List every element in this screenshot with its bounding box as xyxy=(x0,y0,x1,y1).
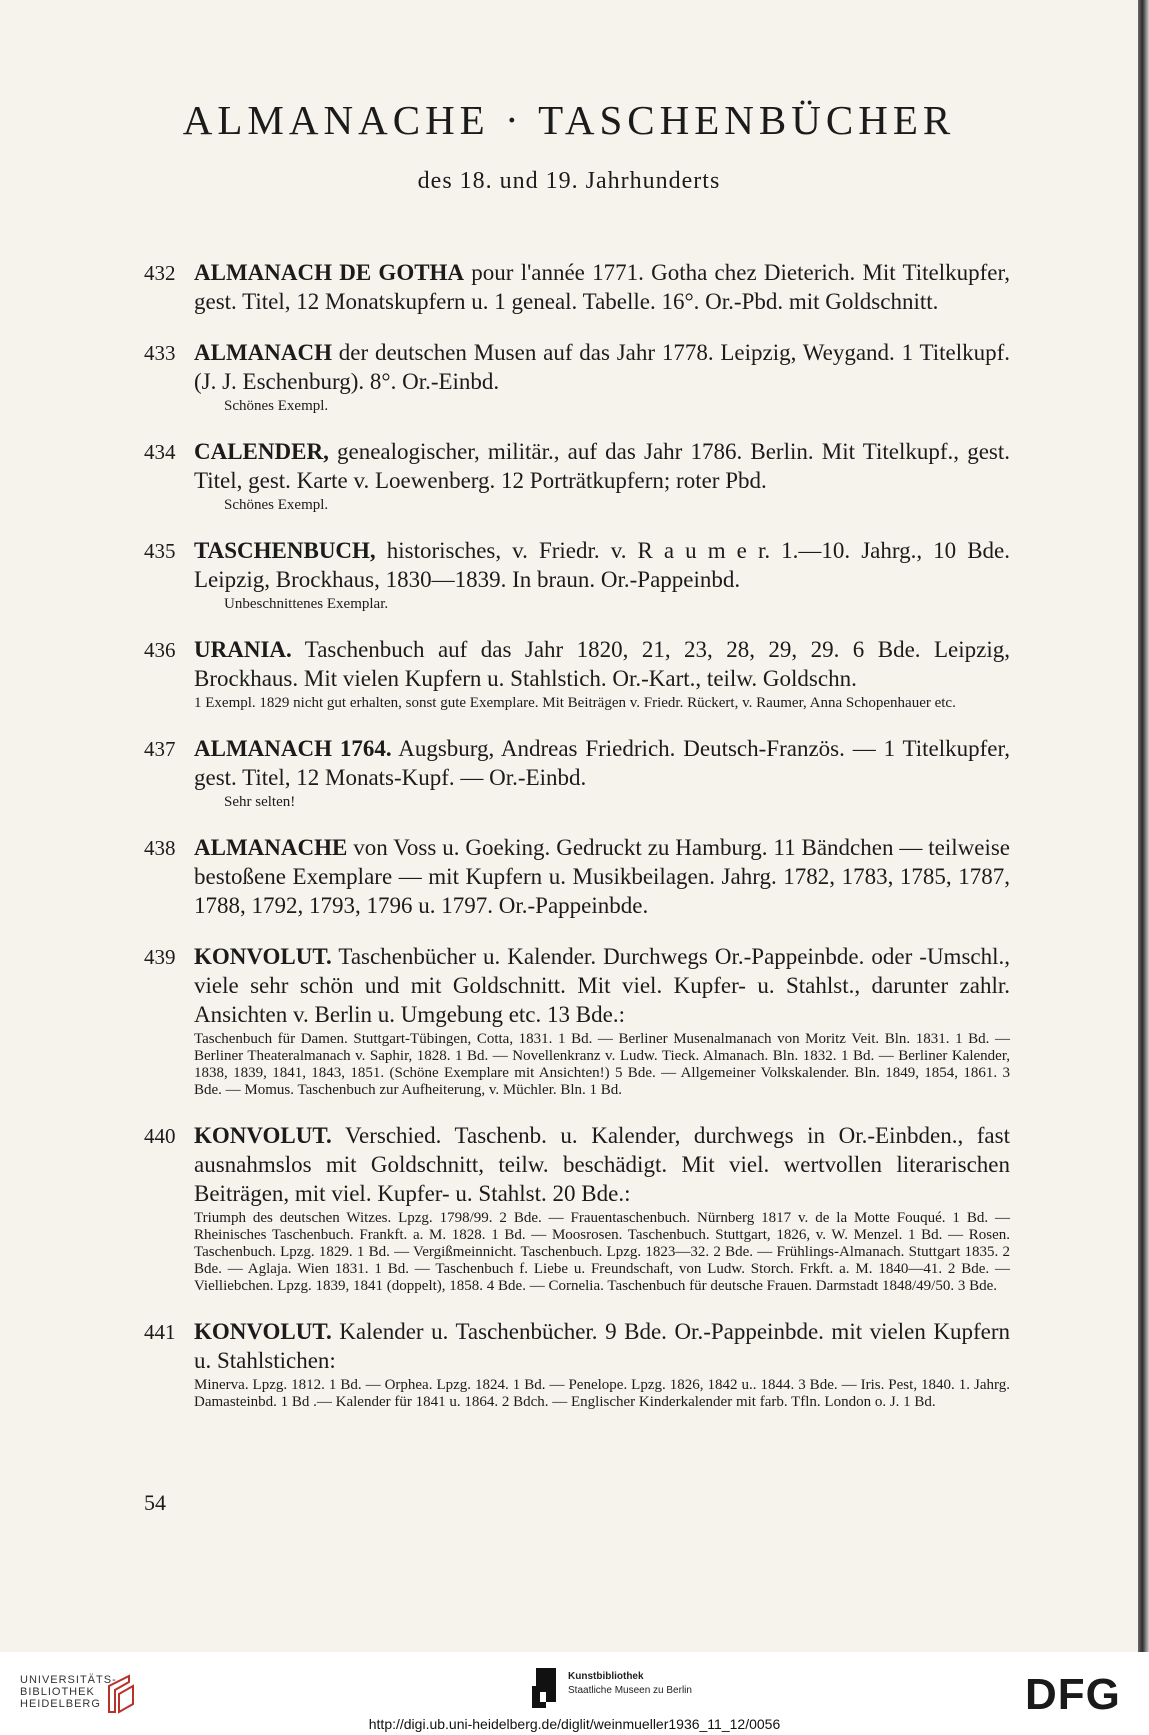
entry-description xyxy=(194,833,1010,920)
entry-lead: ALMANACH DE GOTHA xyxy=(194,260,465,285)
entry-note: Triumph des deutschen Witzes. Lpzg. 1798/99. 2 Bde. — Frauentaschenbuch. Nürnberg 1817 v. de la Motte Fouqué. 1 Bd. — Rheinisches Taschenbuch. Frankft. a. M. 1828. 1 Bd. — Moosrosen. Taschenbuch. Stuttgart, 1826, v. W. Menzel. 1 Bd. — Rosen. Taschenbuch. Lpzg. 1829. 1 Bd. — Vergißmeinnicht. Taschenbuch. Lpzg. 1823—32. 2 Bde. — Frühlings-Almanach. Stuttgart 1835. 2 Bde. — Aglaja. Wien 1831. 1 Bd. — Taschenbuch f. Liebe u. Freundschaft, von Ludw. Storch. Frkft. a. M. 1840—41. 2 Bde. — Vielliebchen. Lpzg. 1839, 1841 (doppelt), 1858. 4 Bde. — Cornelia. Taschenbuch für deutsche Frauen. Darmstadt 1848/49/50. 3 Bde. xyxy=(194,1210,1010,1294)
uni-logo-line1: UNIVERSITÄTS- xyxy=(20,1674,117,1686)
entry-note: Schönes Exempl. xyxy=(224,398,329,414)
entry-note: Taschenbuch für Damen. Stuttgart-Tübingen, Cotta, 1831. 1 Bd. — Berliner Musenalmanach von Moritz Veit. Bln. 1831. 1 Bd. — Berliner Theateralmanach v. Saphir, 1828. 1 Bd. — Novellenkranz v. Ludw. Tieck. Almanach. Bln. 1832. 1 Bd. — Berliner Kalender, 1838, 1839, 1841, 1843, 1851. (Schöne Exemplare mit Ansichten!) 5 Bde. — Allgemeiner Volkskalender. Bln. 1849, 1854, 1861. 3 Bde. — Momus. Taschenbuch zur Aufheiterung, v. Müchler. Bln. 1 Bd. xyxy=(194,1031,1010,1098)
catalog-entry-441 xyxy=(144,1317,1010,1411)
entry-note: Schönes Exempl. xyxy=(224,497,329,513)
entry-lead: KONVOLUT. xyxy=(194,1123,332,1148)
entry-text: Augsburg, Andreas Friedrich. Deutsch-Französ. — 1 Titelkupfer, gest. Titel, 12 Monats-Kupf. — Or.-Einbd. xyxy=(194,736,1010,790)
catalog-entry-435 xyxy=(144,536,1010,613)
entry-description xyxy=(194,1121,1010,1208)
entry-description xyxy=(194,942,1010,1029)
entry-lead: ALMANACH 1764. xyxy=(194,736,392,761)
catalog-entry-438 xyxy=(144,833,1010,920)
catalog-entry-440 xyxy=(144,1121,1010,1295)
entry-description xyxy=(194,536,1010,594)
book-shelf-icon xyxy=(103,1672,137,1716)
entry-text: von Voss u. Goeking. Gedruckt zu Hamburg. 11 Bändchen — teilweise bestoßene Exemplare — mit Kupfern u. Musikbeilagen. Jahrg. 1782, 1783, 1785, 1787, 1788, 1792, 1793, 1796 u. 1797. Or.-Pappeinbde. xyxy=(194,835,1010,918)
entry-number: 439 xyxy=(144,945,176,969)
entry-lead: CALENDER, xyxy=(194,439,329,464)
uni-logo-line2: BIBLIOTHEK xyxy=(20,1686,95,1698)
entry-number: 441 xyxy=(144,1320,176,1344)
kb-name: Kunstbibliothek xyxy=(568,1671,644,1682)
entry-number: 435 xyxy=(144,539,176,563)
entry-number: 432 xyxy=(144,261,176,285)
footer-bar xyxy=(0,1652,1149,1735)
entry-text: Taschenbücher u. Kalender. Durchwegs Or.-Pappeinbde. oder -Umschl., viele sehr schön und mit Goldschnitt. Mit viel. Kupfer- u. Stahlst., darunter zahlr. Ansichten v. Berlin u. Umgebung etc. 13 Bde.: xyxy=(194,944,1010,1027)
entry-description xyxy=(194,258,1010,316)
entry-note: Sehr selten! xyxy=(224,794,296,810)
page-subtitle: des 18. und 19. Jahrhunderts xyxy=(417,168,721,194)
kunstbibliothek-label xyxy=(568,1670,692,1698)
catalog-entry-437 xyxy=(144,734,1010,811)
entry-text: pour l'année 1771. Gotha chez Dieterich. Mit Titelkupfer, gest. Titel, 12 Monatskupfern u. 1 geneal. Tabelle. 16°. Or.-Pbd. mit Goldschnitt. xyxy=(194,260,1011,314)
entry-description xyxy=(194,437,1010,495)
catalog-entry-432 xyxy=(144,258,1010,316)
entry-note: Minerva. Lpzg. 1812. 1 Bd. — Orphea. Lpzg. 1824. 1 Bd. — Penelope. Lpzg. 1826, 1842 u.. 1844. 3 Bde. — Iris. Pest, 1840. 1. Jahrg. Damasteinbd. 1 Bd .— Kalender für 1841 u. 1864. 2 Bdch. — Englischer Kinderkalender mit farb. Tfln. London o. J. 1 Bd. xyxy=(194,1377,1010,1410)
page-title: ALMANACHE · TASCHENBÜCHER xyxy=(182,97,956,143)
entry-text: Taschenbuch auf das Jahr 1820, 21, 23, 28, 29, 29. 6 Bde. Leipzig, Brockhaus. Mit vielen Kupfern u. Stahlstich. Or.-Kart., teilw. Goldschn. xyxy=(194,637,1010,691)
catalog-entry-439 xyxy=(144,942,1010,1099)
entry-text: genealogischer, militär., auf das Jahr 1786. Berlin. Mit Titelkupf., gest. Titel, gest. Karte v. Loewenberg. 12 Porträtkupfern; roter Pbd. xyxy=(194,439,1011,493)
entry-number: 440 xyxy=(144,1124,176,1148)
page-edge-shadow xyxy=(1138,0,1149,1652)
entry-lead: TASCHENBUCH, xyxy=(194,538,376,563)
entry-description xyxy=(194,1317,1010,1375)
catalog-entry-433 xyxy=(144,338,1010,415)
catalog-entries xyxy=(144,258,1010,1433)
uni-logo-line3: HEIDELBERG xyxy=(20,1698,101,1710)
dfg-logo[interactable]: DFG xyxy=(1025,1670,1121,1719)
entry-description xyxy=(194,635,1010,693)
entry-lead: ALMANACH xyxy=(194,340,332,365)
page-number: 54 xyxy=(144,1490,166,1515)
catalog-entry-436 xyxy=(144,635,1010,712)
kb-subtitle: Staatliche Museen zu Berlin xyxy=(568,1685,692,1696)
kunstbibliothek-logo-icon[interactable] xyxy=(530,1666,560,1710)
entry-note: Unbeschnittenes Exemplar. xyxy=(224,596,389,612)
entry-number: 434 xyxy=(144,440,176,464)
entry-lead: ALMANACHE xyxy=(194,835,348,860)
entry-text: Kalender u. Taschenbücher. 9 Bde. Or.-Pappeinbde. mit vielen Kupfern u. Stahlstichen: xyxy=(194,1319,1010,1373)
entry-text: historisches, v. Friedr. v. R a u m e r. 1.—10. Jahrg., 10 Bde. Leipzig, Brockhaus, 1830—1839. In braun. Or.-Pappeinbd. xyxy=(194,538,1011,592)
permalink-url[interactable]: http://digi.ub.uni-heidelberg.de/diglit/weinmueller1936_11_12/0056 xyxy=(368,1716,781,1732)
entry-lead: KONVOLUT. xyxy=(194,944,332,969)
entry-number: 437 xyxy=(144,737,176,761)
entry-number: 433 xyxy=(144,341,176,365)
entry-description xyxy=(194,338,1010,396)
entry-description xyxy=(194,734,1010,792)
entry-text: der deutschen Musen auf das Jahr 1778. Leipzig, Weygand. 1 Titelkupf. (J. J. Eschenburg). 8°. Or.-Einbd. xyxy=(194,340,1010,394)
entry-number: 438 xyxy=(144,836,176,860)
catalog-entry-434 xyxy=(144,437,1010,514)
entry-lead: KONVOLUT. xyxy=(194,1319,332,1344)
entry-lead: URANIA. xyxy=(194,637,292,662)
entry-number: 436 xyxy=(144,638,176,662)
entry-note: 1 Exempl. 1829 nicht gut erhalten, sonst gute Exemplare. Mit Beiträgen v. Friedr. Rückert, v. Raumer, Anna Schopenhauer etc. xyxy=(194,695,956,711)
entry-text: Verschied. Taschenb. u. Kalender, durchwegs in Or.-Einbden., fast ausnahmslos mit Goldschnitt, teilw. beschädigt. Mit viel. wertvollen literarischen Beiträgen, mit viel. Kupfer- u. Stahlst. 20 Bde.: xyxy=(194,1123,1010,1206)
